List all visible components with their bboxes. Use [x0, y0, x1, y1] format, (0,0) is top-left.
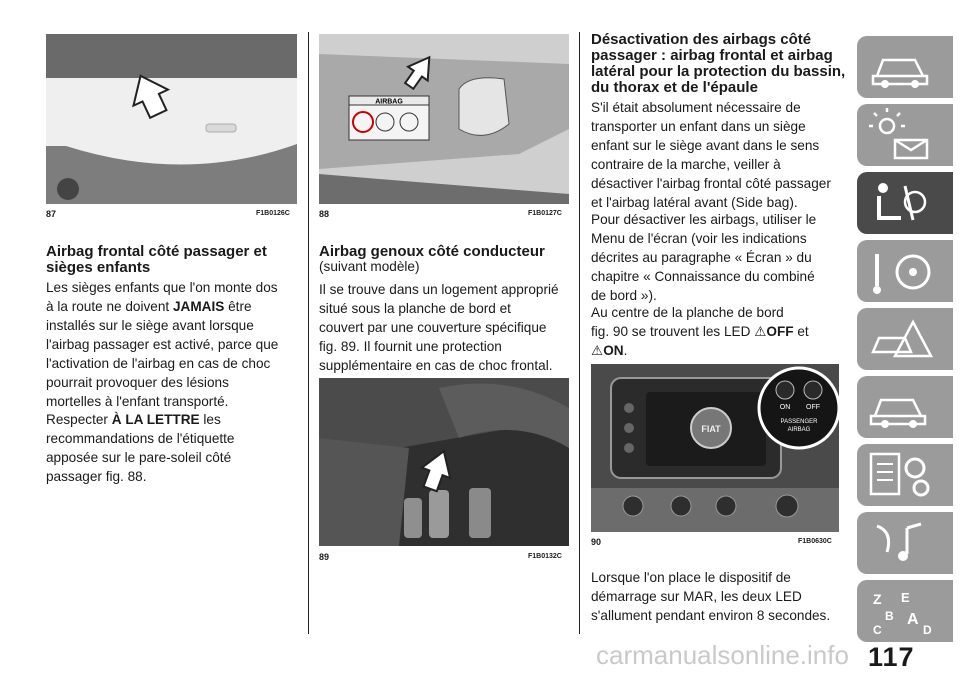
svg-text:C: C: [873, 623, 882, 637]
svg-text:AIRBAG: AIRBAG: [375, 98, 403, 106]
list-gears-icon: [857, 444, 953, 506]
warning-lights-icon: [857, 104, 953, 166]
car-icon: [857, 36, 953, 98]
svg-text:ON: ON: [779, 404, 791, 411]
figure-number: 90: [591, 537, 602, 547]
svg-text:A: A: [907, 611, 919, 628]
figure-87: [46, 34, 297, 204]
svg-text:D: D: [923, 623, 932, 637]
svg-text:B: B: [885, 609, 894, 623]
figure-number: 88: [319, 209, 330, 219]
steering-key-icon: [857, 240, 953, 302]
figure-code: F1B0127C: [528, 210, 562, 217]
svg-text:E: E: [901, 590, 910, 605]
svg-text:Z: Z: [873, 591, 882, 607]
alphabet-index-icon: [857, 580, 953, 642]
page-number: 117: [868, 642, 915, 672]
column-divider: [579, 32, 580, 634]
paragraph: Lorsque l'on place le dispositif de démarrage sur MAR, les deux LED s'allument pendant environ 8 secondes.: [591, 570, 831, 623]
svg-text:AIRBAG: AIRBAG: [787, 427, 811, 433]
figure-number: 89: [319, 552, 330, 562]
section-heading: Désactivation des airbags côté passager : airbag frontal et airbag latéral pour la protection du bassin, du thorax et de l'épaule: [591, 31, 846, 96]
tab-emergency[interactable]: [857, 308, 953, 370]
sunvisor-photo: [319, 34, 569, 204]
airbag-seat-icon: [857, 172, 953, 234]
tab-maintenance[interactable]: [857, 376, 953, 438]
tab-warning-lights[interactable]: [857, 104, 953, 166]
svg-text:OFF: OFF: [806, 404, 820, 411]
section-heading: Airbag genoux côté conducteur: [319, 243, 545, 260]
figure-90: [591, 364, 839, 532]
tab-starting-driving[interactable]: [857, 240, 953, 302]
dashboard-photo: [46, 34, 297, 204]
airbag-off-icon: ⚠: [754, 324, 767, 339]
figure-code: F1B0630C: [798, 538, 832, 545]
tab-technical-data[interactable]: [857, 444, 953, 506]
music-phone-icon: [857, 512, 953, 574]
tab-index[interactable]: [857, 580, 953, 642]
svg-text:FIAT: FIAT: [701, 424, 721, 434]
paragraph: Il se trouve dans un logement approprié situé sous la planche de bord et couvert par une couverture spécifique fig. 89. Il fournit une protection supplémentaire en cas de choc frontal.: [319, 282, 559, 373]
figure-88: [319, 34, 569, 204]
section-heading: Airbag frontal côté passager et sièges enfants: [46, 243, 267, 276]
column-divider: [308, 32, 309, 634]
pedals-photo: [319, 378, 569, 546]
paragraph: Respecter À LA LETTRE les recommandations de l'étiquette apposée sur le pare-soleil côté passager fig. 88.: [46, 412, 235, 484]
airbag-on-icon: ⚠: [591, 343, 604, 358]
figure-number: 87: [46, 209, 57, 219]
subheading: (suivant modèle): [319, 259, 420, 274]
svg-text:PASSENGER: PASSENGER: [780, 419, 818, 425]
paragraph: Les sièges enfants que l'on monte dos à la route ne doivent JAMAIS être installés sur le siège avant lorsque l'airbag passager est activé, parce que l'activation de l'airbag en cas de choc pourrait provoquer des lésions mortelles à l'enfant transporté.: [46, 280, 279, 409]
car-service-icon: [857, 376, 953, 438]
paragraph: Pour désactiver les airbags, utiliser le Menu de l'écran (voir les indications décrites au paragraphe « Écran » du chapitre « Connaissance du combiné de bord »).: [591, 212, 817, 303]
tab-car[interactable]: [857, 36, 953, 98]
watermark: carmanualsonline.info: [596, 640, 849, 670]
figure-89: [319, 378, 569, 546]
figure-code: F1B0126C: [256, 210, 290, 217]
tab-airbag-safety[interactable]: [857, 172, 953, 234]
radio-panel-photo: [591, 364, 839, 532]
paragraph: Au centre de la planche de bord fig. 90 se trouvent les LED ⚠OFF et ⚠ON.: [591, 305, 809, 358]
tab-multimedia[interactable]: [857, 512, 953, 574]
paragraph: S'il était absolument nécessaire de transporter un enfant dans un siège enfant sur le siège avant dans le sens contraire de la marche, veiller à désactiver l'airbag frontal côté passager et l'airbag latéral avant (Side bag).: [591, 100, 831, 210]
figure-code: F1B0132C: [528, 553, 562, 560]
hazard-car-icon: [857, 308, 953, 370]
